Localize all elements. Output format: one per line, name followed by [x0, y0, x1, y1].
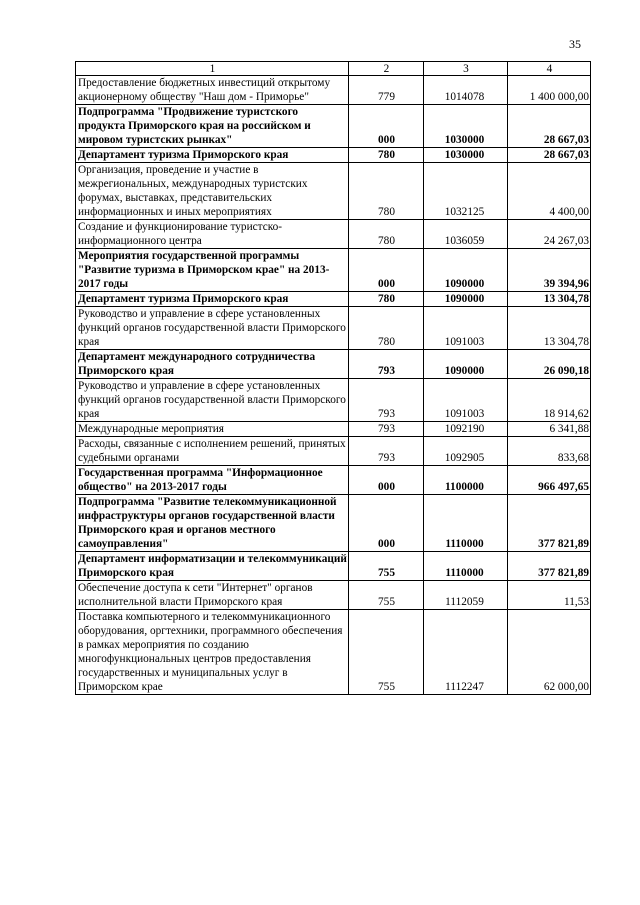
- row-code-cell: 793: [349, 437, 424, 466]
- row-csr-cell: 1030000: [424, 148, 508, 163]
- row-amount-cell: 18 914,62: [508, 379, 591, 422]
- table-row: [76, 307, 591, 350]
- row-csr-cell: 1092190: [424, 422, 508, 437]
- row-name-cell: Департамент международного сотрудничества Приморского края: [76, 350, 349, 379]
- row-name-cell: Государственная программа "Информационное общество" на 2013-2017 годы: [76, 466, 349, 495]
- row-csr-cell: 1091003: [424, 379, 508, 422]
- column-header-2: 2: [349, 62, 424, 76]
- row-code-cell: 780: [349, 163, 424, 220]
- header-row: [76, 62, 591, 76]
- table-row: [76, 105, 591, 148]
- table-row: [76, 148, 591, 163]
- row-code-cell: 793: [349, 422, 424, 437]
- row-amount-cell: 13 304,78: [508, 292, 591, 307]
- row-code-cell: 780: [349, 292, 424, 307]
- row-csr-cell: 1112247: [424, 610, 508, 695]
- table-row: [76, 610, 591, 695]
- row-csr-cell: 1100000: [424, 466, 508, 495]
- row-name-cell: Расходы, связанные с исполнением решений, принятых судебными органами: [76, 437, 349, 466]
- table-row: [76, 292, 591, 307]
- row-amount-cell: 28 667,03: [508, 105, 591, 148]
- row-amount-cell: 833,68: [508, 437, 591, 466]
- row-code-cell: 755: [349, 552, 424, 581]
- row-code-cell: 780: [349, 148, 424, 163]
- row-code-cell: 793: [349, 379, 424, 422]
- table-row: [76, 422, 591, 437]
- column-header-1: 1: [76, 62, 349, 76]
- table-row: [76, 163, 591, 220]
- row-csr-cell: 1110000: [424, 495, 508, 552]
- row-amount-cell: 1 400 000,00: [508, 76, 591, 105]
- row-amount-cell: 13 304,78: [508, 307, 591, 350]
- row-csr-cell: 1014078: [424, 76, 508, 105]
- row-name-cell: Мероприятия государственной программы "Развитие туризма в Приморском крае" на 2013-2017 годы: [76, 249, 349, 292]
- row-code-cell: 755: [349, 581, 424, 610]
- column-header-4: 4: [508, 62, 591, 76]
- row-csr-cell: 1036059: [424, 220, 508, 249]
- row-name-cell: Руководство и управление в сфере установленных функций органов государственной власти Приморского края: [76, 379, 349, 422]
- table-row: [76, 249, 591, 292]
- row-amount-cell: 966 497,65: [508, 466, 591, 495]
- row-csr-cell: 1092905: [424, 437, 508, 466]
- row-csr-cell: 1032125: [424, 163, 508, 220]
- row-code-cell: 780: [349, 307, 424, 350]
- table-row: [76, 466, 591, 495]
- budget-table: [75, 61, 591, 695]
- row-amount-cell: 11,53: [508, 581, 591, 610]
- row-name-cell: Департамент информатизации и телекоммуникаций Приморского края: [76, 552, 349, 581]
- row-code-cell: 000: [349, 495, 424, 552]
- table-row: [76, 76, 591, 105]
- row-csr-cell: 1110000: [424, 552, 508, 581]
- row-csr-cell: 1090000: [424, 292, 508, 307]
- row-code-cell: 780: [349, 220, 424, 249]
- row-code-cell: 000: [349, 466, 424, 495]
- row-name-cell: Обеспечение доступа к сети "Интернет" органов исполнительной власти Приморского края: [76, 581, 349, 610]
- table-row: [76, 379, 591, 422]
- table-row: [76, 220, 591, 249]
- row-name-cell: Создание и функционирование туристско-информационного центра: [76, 220, 349, 249]
- column-header-3: 3: [424, 62, 508, 76]
- row-name-cell: Подпрограмма "Развитие телекоммуникационной инфраструктуры органов государственной власти Приморского края и органов местного самоуправления": [76, 495, 349, 552]
- table-row: [76, 495, 591, 552]
- row-csr-cell: 1112059: [424, 581, 508, 610]
- table-row: [76, 350, 591, 379]
- row-csr-cell: 1090000: [424, 249, 508, 292]
- row-amount-cell: 28 667,03: [508, 148, 591, 163]
- row-name-cell: Департамент туризма Приморского края: [76, 148, 349, 163]
- row-amount-cell: 377 821,89: [508, 495, 591, 552]
- table-body: [76, 76, 591, 695]
- row-amount-cell: 6 341,88: [508, 422, 591, 437]
- row-name-cell: Международные мероприятия: [76, 422, 349, 437]
- row-name-cell: Руководство и управление в сфере установленных функций органов государственной власти Приморского края: [76, 307, 349, 350]
- row-code-cell: 000: [349, 249, 424, 292]
- row-name-cell: Департамент туризма Приморского края: [76, 292, 349, 307]
- row-code-cell: 793: [349, 350, 424, 379]
- row-code-cell: 779: [349, 76, 424, 105]
- row-amount-cell: 62 000,00: [508, 610, 591, 695]
- row-code-cell: 000: [349, 105, 424, 148]
- row-csr-cell: 1091003: [424, 307, 508, 350]
- row-amount-cell: 377 821,89: [508, 552, 591, 581]
- row-amount-cell: 26 090,18: [508, 350, 591, 379]
- row-amount-cell: 39 394,96: [508, 249, 591, 292]
- row-amount-cell: 24 267,03: [508, 220, 591, 249]
- row-csr-cell: 1030000: [424, 105, 508, 148]
- table-row: [76, 581, 591, 610]
- row-name-cell: Предоставление бюджетных инвестиций открытому акционерному обществу "Наш дом - Приморье": [76, 76, 349, 105]
- row-amount-cell: 4 400,00: [508, 163, 591, 220]
- row-name-cell: Организация, проведение и участие в межрегиональных, международных туристских форумах, выставках, представительских информационных и иных мероприятиях: [76, 163, 349, 220]
- row-name-cell: Поставка компьютерного и телекоммуникационного оборудования, оргтехники, программного обеспечения в рамках мероприятия по созданию многофункциональных центров предоставления государственных и муниципальных услуг в Приморском крае: [76, 610, 349, 695]
- row-code-cell: 755: [349, 610, 424, 695]
- page-number: 35: [569, 37, 581, 51]
- row-name-cell: Подпрограмма "Продвижение туристского продукта Приморского края на российском и мировом туристских рынках": [76, 105, 349, 148]
- table-row: [76, 437, 591, 466]
- table-row: [76, 552, 591, 581]
- row-csr-cell: 1090000: [424, 350, 508, 379]
